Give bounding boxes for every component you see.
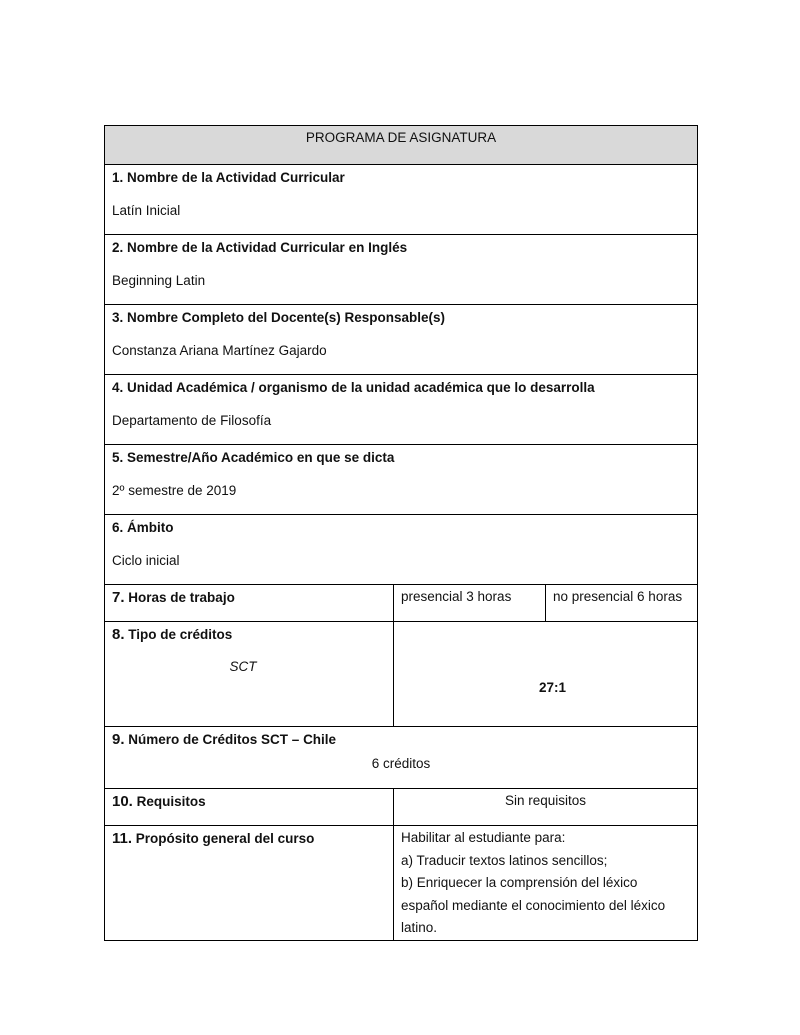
section-row-3: [105, 305, 698, 375]
requirements-row: [105, 789, 698, 826]
purpose-label: Propósito general del curso: [135, 831, 315, 846]
credit-type-number: 8.: [112, 626, 125, 643]
section-row-2: [105, 235, 698, 305]
program-title: PROGRAMA DE ASIGNATURA: [105, 126, 698, 165]
title-row: [105, 126, 698, 165]
section-heading: 2. Nombre de la Actividad Curricular en Inglés: [112, 240, 408, 255]
section-value: Ciclo inicial: [112, 553, 180, 568]
section-heading: 6. Ámbito: [112, 520, 174, 535]
section-value: 2º semestre de 2019: [112, 483, 237, 498]
section-row-6: [105, 515, 698, 585]
section-row-1: [105, 165, 698, 235]
requirements-label: Requisitos: [136, 794, 206, 809]
section-heading: 1. Nombre de la Actividad Curricular: [112, 170, 345, 185]
credits-number: 9.: [112, 731, 125, 748]
section-heading: 3. Nombre Completo del Docente(s) Responsable(s): [112, 310, 446, 325]
requirements-number: 10.: [112, 793, 133, 810]
credit-type-value: SCT: [229, 659, 257, 674]
credits-row: [105, 727, 698, 789]
credits-value: 6 créditos: [371, 756, 431, 771]
credit-type-label: Tipo de créditos: [128, 627, 233, 642]
credit-type-row: [105, 622, 698, 727]
hours-no-presencial: no presencial 6 horas: [546, 585, 698, 622]
hours-presencial: presencial 3 horas: [394, 585, 546, 622]
purpose-line: latino.: [401, 920, 438, 936]
section-heading: 4. Unidad Académica / organismo de la unidad académica que lo desarrolla: [112, 380, 595, 395]
section-heading: 5. Semestre/Año Académico en que se dicta: [112, 450, 395, 465]
purpose-number: 11.: [112, 830, 133, 847]
section-value: Departamento de Filosofía: [112, 413, 272, 428]
purpose-line: Habilitar al estudiante para:: [401, 830, 566, 845]
hours-number: 7.: [112, 589, 125, 606]
purpose-row: [105, 826, 698, 941]
purpose-line: a) Traducir textos latinos sencillos;: [401, 852, 608, 868]
credits-label: Número de Créditos SCT – Chile: [128, 732, 337, 747]
section-value: Constanza Ariana Martínez Gajardo: [112, 343, 327, 358]
section-row-5: [105, 445, 698, 515]
requirements-value: Sin requisitos: [504, 793, 587, 808]
purpose-text: [394, 826, 698, 941]
section-row-4: [105, 375, 698, 445]
section-value: Beginning Latin: [112, 273, 206, 288]
program-table: [104, 125, 698, 941]
purpose-line: español mediante el conocimiento del léxico: [401, 897, 666, 913]
hours-label: Horas de trabajo: [128, 590, 235, 605]
hours-row: [105, 585, 698, 622]
credit-ratio: 27:1: [539, 680, 567, 695]
section-value: Latín Inicial: [112, 203, 181, 218]
purpose-line: b) Enriquecer la comprensión del léxico: [401, 875, 638, 891]
